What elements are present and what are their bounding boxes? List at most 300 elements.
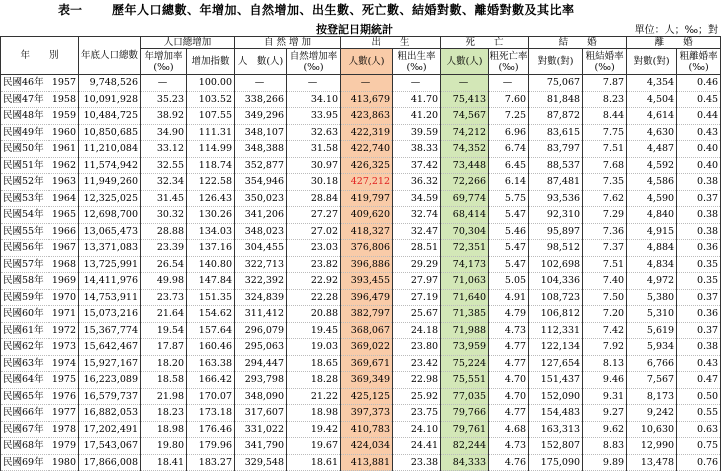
cell-mar-rate: 9.31 <box>583 388 627 405</box>
cell-mar-rate: 9.89 <box>583 454 627 471</box>
cell-total-pop: 13,065,473 <box>79 223 141 240</box>
cell-mar-rate: 8.44 <box>583 108 627 125</box>
cell-year: 1980 <box>49 454 79 471</box>
cell-growth-index: 151.35 <box>187 289 235 306</box>
cell-ni-number: 350,023 <box>235 190 287 207</box>
cell-ni-number: 348,090 <box>235 388 287 405</box>
cell-deaths-rate: 6.96 <box>489 124 529 141</box>
cell-growth-rate: — <box>141 75 187 92</box>
table-row <box>1 75 721 92</box>
cell-div-rate: 0.76 <box>677 454 721 471</box>
cell-ni-number: 341,206 <box>235 207 287 224</box>
cell-deaths-rate: — <box>489 75 529 92</box>
cell-growth-rate: 18.41 <box>141 454 187 471</box>
cell-deaths-number: 69,774 <box>441 190 489 207</box>
cell-births-number: 422,740 <box>341 141 393 158</box>
header-ni-number: 人 數(人) <box>235 49 287 75</box>
cell-ni-rate: 18.61 <box>287 454 341 471</box>
cell-ni-number: 331,022 <box>235 421 287 438</box>
cell-deaths-rate: 4.68 <box>489 421 529 438</box>
cell-div-number: 4,504 <box>627 91 677 108</box>
cell-births-number: 376,806 <box>341 240 393 257</box>
cell-deaths-number: 72,266 <box>441 174 489 191</box>
cell-deaths-rate: 5.46 <box>489 223 529 240</box>
cell-total-pop: 11,210,084 <box>79 141 141 158</box>
table-row <box>1 438 721 455</box>
cell-div-number: 12,990 <box>627 438 677 455</box>
cell-mar-rate: 7.29 <box>583 207 627 224</box>
cell-year: 1974 <box>49 355 79 372</box>
cell-div-number: 10,630 <box>627 421 677 438</box>
cell-total-pop: 14,753,911 <box>79 289 141 306</box>
header-deaths-number: 人數(人) <box>441 49 489 75</box>
cell-div-number: 4,614 <box>627 108 677 125</box>
table-row <box>1 207 721 224</box>
cell-mar-number: 152,807 <box>529 438 583 455</box>
cell-year: 1961 <box>49 141 79 158</box>
cell-mar-number: 92,310 <box>529 207 583 224</box>
cell-deaths-rate: 4.77 <box>489 339 529 356</box>
cell-growth-rate: 31.45 <box>141 190 187 207</box>
cell-ni-rate: — <box>287 75 341 92</box>
cell-mar-number: 98,512 <box>529 240 583 257</box>
cell-row-label: 民國57年 <box>1 256 49 273</box>
cell-births-number: 369,022 <box>341 339 393 356</box>
table-row <box>1 108 721 125</box>
cell-row-label: 民國48年 <box>1 108 49 125</box>
table-row <box>1 174 721 191</box>
cell-growth-rate: 18.58 <box>141 372 187 389</box>
cell-ni-rate: 30.18 <box>287 174 341 191</box>
cell-births-rate: 32.74 <box>393 207 441 224</box>
cell-deaths-number: 72,351 <box>441 240 489 257</box>
cell-row-label: 民國64年 <box>1 372 49 389</box>
cell-deaths-number: 73,959 <box>441 339 489 356</box>
cell-ni-rate: 19.03 <box>287 339 341 356</box>
cell-births-number: 413,679 <box>341 91 393 108</box>
cell-year: 1971 <box>49 306 79 323</box>
cell-mar-rate: 8.83 <box>583 438 627 455</box>
cell-deaths-rate: 4.77 <box>489 355 529 372</box>
cell-year: 1976 <box>49 388 79 405</box>
cell-deaths-rate: 4.77 <box>489 405 529 422</box>
cell-ni-rate: 22.92 <box>287 273 341 290</box>
cell-year: 1959 <box>49 108 79 125</box>
cell-div-number: 4,487 <box>627 141 677 158</box>
cell-total-pop: 15,073,216 <box>79 306 141 323</box>
cell-growth-index: 111.31 <box>187 124 235 141</box>
cell-year: 1969 <box>49 273 79 290</box>
cell-total-pop: 13,371,083 <box>79 240 141 257</box>
cell-growth-rate: 35.23 <box>141 91 187 108</box>
cell-div-rate: 0.43 <box>677 355 721 372</box>
cell-births-number: 424,034 <box>341 438 393 455</box>
cell-div-number: 5,619 <box>627 322 677 339</box>
cell-mar-number: 102,698 <box>529 256 583 273</box>
table-row <box>1 306 721 323</box>
cell-births-number: 427,212 <box>341 174 393 191</box>
cell-growth-index: 130.26 <box>187 207 235 224</box>
cell-div-rate: 0.44 <box>677 108 721 125</box>
cell-row-label: 民國63年 <box>1 355 49 372</box>
cell-row-label: 民國66年 <box>1 405 49 422</box>
cell-mar-number: 127,654 <box>529 355 583 372</box>
unit-note: 單位：人；‰；對 <box>634 25 718 36</box>
cell-year: 1967 <box>49 240 79 257</box>
cell-deaths-number: 74,173 <box>441 256 489 273</box>
cell-births-number: 396,886 <box>341 256 393 273</box>
cell-deaths-rate: 5.75 <box>489 190 529 207</box>
cell-births-number: 397,373 <box>341 405 393 422</box>
cell-year: 1973 <box>49 339 79 356</box>
cell-mar-number: 88,537 <box>529 157 583 174</box>
cell-ni-number: 294,447 <box>235 355 287 372</box>
cell-total-pop: 17,202,491 <box>79 421 141 438</box>
cell-growth-index: 140.80 <box>187 256 235 273</box>
statistics-table-wrapper <box>0 36 720 468</box>
cell-year: 1975 <box>49 372 79 389</box>
cell-mar-number: 152,090 <box>529 388 583 405</box>
cell-row-label: 民國54年 <box>1 207 49 224</box>
cell-growth-index: 103.52 <box>187 91 235 108</box>
cell-total-pop: 10,850,685 <box>79 124 141 141</box>
cell-total-pop: 13,725,991 <box>79 256 141 273</box>
cell-div-rate: 0.38 <box>677 339 721 356</box>
cell-row-label: 民國67年 <box>1 421 49 438</box>
cell-births-number: — <box>341 75 393 92</box>
cell-ni-rate: 27.27 <box>287 207 341 224</box>
cell-div-rate: 0.35 <box>677 256 721 273</box>
cell-year: 1964 <box>49 190 79 207</box>
cell-deaths-rate: 5.47 <box>489 207 529 224</box>
cell-births-rate: 25.67 <box>393 306 441 323</box>
cell-ni-number: 348,107 <box>235 124 287 141</box>
cell-total-pop: 10,091,928 <box>79 91 141 108</box>
cell-mar-rate: 7.20 <box>583 306 627 323</box>
cell-total-pop: 17,866,008 <box>79 454 141 471</box>
cell-ni-number: 311,412 <box>235 306 287 323</box>
cell-div-number: 7,567 <box>627 372 677 389</box>
cell-ni-rate: 18.65 <box>287 355 341 372</box>
table-row <box>1 190 721 207</box>
cell-row-label: 民國58年 <box>1 273 49 290</box>
cell-growth-index: 170.07 <box>187 388 235 405</box>
cell-deaths-number: 79,761 <box>441 421 489 438</box>
cell-row-label: 民國49年 <box>1 124 49 141</box>
cell-ni-number: 349,296 <box>235 108 287 125</box>
cell-mar-rate: 7.62 <box>583 190 627 207</box>
cell-growth-rate: 33.12 <box>141 141 187 158</box>
cell-births-rate: 39.59 <box>393 124 441 141</box>
cell-mar-rate: 7.37 <box>583 240 627 257</box>
cell-row-label: 民國59年 <box>1 289 49 306</box>
cell-births-number: 413,881 <box>341 454 393 471</box>
table-body <box>1 75 721 471</box>
table-row <box>1 91 721 108</box>
cell-total-pop: 16,579,737 <box>79 388 141 405</box>
cell-div-number: 4,840 <box>627 207 677 224</box>
cell-total-pop: 16,223,089 <box>79 372 141 389</box>
cell-div-rate: 0.37 <box>677 190 721 207</box>
cell-growth-index: 183.27 <box>187 454 235 471</box>
table-row <box>1 157 721 174</box>
cell-births-rate: 27.97 <box>393 273 441 290</box>
cell-ni-number: 348,023 <box>235 223 287 240</box>
cell-mar-rate: 7.36 <box>583 223 627 240</box>
cell-ni-rate: 34.10 <box>287 91 341 108</box>
cell-deaths-number: 71,385 <box>441 306 489 323</box>
cell-year: 1978 <box>49 421 79 438</box>
cell-mar-number: 87,481 <box>529 174 583 191</box>
cell-deaths-number: 71,640 <box>441 289 489 306</box>
cell-ni-number: 324,839 <box>235 289 287 306</box>
cell-ni-number: 293,798 <box>235 372 287 389</box>
cell-births-rate: 36.32 <box>393 174 441 191</box>
table-row <box>1 256 721 273</box>
cell-mar-rate: 9.46 <box>583 372 627 389</box>
cell-div-rate: 0.45 <box>677 91 721 108</box>
cell-births-rate: 32.47 <box>393 223 441 240</box>
cell-mar-number: 163,313 <box>529 421 583 438</box>
cell-ni-rate: 27.02 <box>287 223 341 240</box>
cell-deaths-number: 77,035 <box>441 388 489 405</box>
cell-mar-rate: 7.42 <box>583 322 627 339</box>
cell-growth-rate: 23.39 <box>141 240 187 257</box>
cell-growth-index: 134.03 <box>187 223 235 240</box>
cell-deaths-rate: 6.14 <box>489 174 529 191</box>
cell-growth-rate: 21.64 <box>141 306 187 323</box>
cell-year: 1963 <box>49 174 79 191</box>
cell-mar-rate: 7.51 <box>583 141 627 158</box>
header-pop-increase: 人口總增加 <box>141 37 235 49</box>
cell-total-pop: 14,411,976 <box>79 273 141 290</box>
cell-growth-rate: 34.90 <box>141 124 187 141</box>
cell-ni-rate: 23.82 <box>287 256 341 273</box>
cell-div-rate: 0.36 <box>677 240 721 257</box>
cell-mar-number: 106,812 <box>529 306 583 323</box>
cell-ni-number: 348,388 <box>235 141 287 158</box>
header-div-number: 對數(對) <box>627 49 677 75</box>
cell-deaths-number: 71,063 <box>441 273 489 290</box>
table-row <box>1 223 721 240</box>
table-row <box>1 372 721 389</box>
cell-ni-rate: 28.84 <box>287 190 341 207</box>
cell-div-rate: 0.75 <box>677 438 721 455</box>
cell-growth-index: 126.43 <box>187 190 235 207</box>
cell-year: 1972 <box>49 322 79 339</box>
cell-total-pop: 12,698,700 <box>79 207 141 224</box>
cell-births-rate: 34.59 <box>393 190 441 207</box>
cell-mar-rate: 9.27 <box>583 405 627 422</box>
header-deaths-rate: 粗死亡率(‰) <box>489 50 528 73</box>
cell-mar-rate: 7.50 <box>583 289 627 306</box>
cell-year: 1966 <box>49 223 79 240</box>
header-growth-rate: 年增加率(‰) <box>141 49 187 75</box>
cell-growth-index: 179.96 <box>187 438 235 455</box>
cell-ni-rate: 20.88 <box>287 306 341 323</box>
cell-growth-rate: 18.20 <box>141 355 187 372</box>
cell-mar-rate: 7.51 <box>583 256 627 273</box>
cell-births-number: 396,479 <box>341 289 393 306</box>
cell-deaths-number: 74,212 <box>441 124 489 141</box>
cell-births-rate: 23.75 <box>393 405 441 422</box>
cell-year: 1958 <box>49 91 79 108</box>
cell-deaths-number: 75,413 <box>441 91 489 108</box>
cell-div-number: 4,915 <box>627 223 677 240</box>
cell-growth-index: 114.99 <box>187 141 235 158</box>
cell-deaths-rate: 7.60 <box>489 91 529 108</box>
cell-row-label: 民國69年 <box>1 454 49 471</box>
cell-growth-rate: 21.98 <box>141 388 187 405</box>
cell-ni-rate: 22.28 <box>287 289 341 306</box>
cell-row-label: 民國46年 <box>1 75 49 92</box>
cell-row-label: 民國62年 <box>1 339 49 356</box>
cell-div-rate: 0.38 <box>677 207 721 224</box>
cell-deaths-number: 82,244 <box>441 438 489 455</box>
header-natural-increase: 自 然 增 加 <box>235 37 341 49</box>
cell-deaths-rate: 4.73 <box>489 322 529 339</box>
cell-ni-rate: 30.97 <box>287 157 341 174</box>
header-marriages: 結 婚 <box>529 37 627 49</box>
cell-deaths-rate: 4.73 <box>489 438 529 455</box>
header-mar-rate: 粗結婚率(‰) <box>583 49 627 75</box>
cell-growth-index: 100.00 <box>187 75 235 92</box>
cell-total-pop: 10,484,725 <box>79 108 141 125</box>
cell-mar-number: 154,483 <box>529 405 583 422</box>
cell-ni-rate: 23.03 <box>287 240 341 257</box>
cell-div-number: 4,630 <box>627 124 677 141</box>
cell-div-number: 4,884 <box>627 240 677 257</box>
cell-mar-rate: 7.75 <box>583 124 627 141</box>
cell-year: 1957 <box>49 75 79 92</box>
cell-deaths-rate: 6.74 <box>489 141 529 158</box>
table-row <box>1 388 721 405</box>
cell-mar-number: 87,872 <box>529 108 583 125</box>
cell-row-label: 民國53年 <box>1 190 49 207</box>
cell-row-label: 民國60年 <box>1 306 49 323</box>
cell-div-rate: 0.35 <box>677 273 721 290</box>
cell-growth-rate: 18.98 <box>141 421 187 438</box>
cell-growth-rate: 19.80 <box>141 438 187 455</box>
header-mar-number: 對數(對) <box>529 49 583 75</box>
cell-total-pop: 16,882,053 <box>79 405 141 422</box>
header-growth-index: 增加指數 <box>187 49 235 75</box>
cell-mar-rate: 8.13 <box>583 355 627 372</box>
cell-growth-rate: 28.88 <box>141 223 187 240</box>
table-row <box>1 289 721 306</box>
cell-deaths-rate: 6.45 <box>489 157 529 174</box>
cell-deaths-rate: 4.91 <box>489 289 529 306</box>
cell-row-label: 民國50年 <box>1 141 49 158</box>
cell-growth-rate: 23.73 <box>141 289 187 306</box>
table-title-text: 歷年人口總數、年增加、自然增加、出生數、死亡數、結婚對數、離婚對數及其比率 <box>112 3 575 17</box>
cell-mar-number: 83,615 <box>529 124 583 141</box>
cell-ni-number: 338,266 <box>235 91 287 108</box>
cell-births-rate: 23.42 <box>393 355 441 372</box>
cell-mar-number: 83,797 <box>529 141 583 158</box>
cell-div-rate: 0.37 <box>677 322 721 339</box>
cell-births-rate: 28.51 <box>393 240 441 257</box>
table-subtitle <box>0 21 720 35</box>
cell-ni-number: — <box>235 75 287 92</box>
cell-div-rate: 0.37 <box>677 289 721 306</box>
cell-births-rate: 23.38 <box>393 454 441 471</box>
cell-growth-rate: 32.34 <box>141 174 187 191</box>
cell-births-rate: 24.10 <box>393 421 441 438</box>
table-row <box>1 454 721 471</box>
cell-deaths-number: 75,551 <box>441 372 489 389</box>
cell-deaths-number: 74,567 <box>441 108 489 125</box>
cell-growth-index: 173.18 <box>187 405 235 422</box>
cell-births-rate: 24.18 <box>393 322 441 339</box>
cell-births-rate: 41.70 <box>393 91 441 108</box>
cell-mar-rate: 8.23 <box>583 91 627 108</box>
cell-total-pop: 12,325,025 <box>79 190 141 207</box>
cell-mar-rate: 7.35 <box>583 174 627 191</box>
cell-div-rate: 0.55 <box>677 405 721 422</box>
cell-year: 1979 <box>49 438 79 455</box>
cell-growth-index: 157.64 <box>187 322 235 339</box>
cell-mar-number: 75,067 <box>529 75 583 92</box>
cell-births-number: 368,067 <box>341 322 393 339</box>
cell-growth-index: 166.42 <box>187 372 235 389</box>
cell-births-rate: 37.42 <box>393 157 441 174</box>
cell-births-rate: 27.19 <box>393 289 441 306</box>
cell-ni-number: 322,713 <box>235 256 287 273</box>
cell-div-rate: 0.43 <box>677 124 721 141</box>
cell-ni-rate: 31.58 <box>287 141 341 158</box>
cell-ni-number: 317,607 <box>235 405 287 422</box>
cell-div-number: 6,766 <box>627 355 677 372</box>
cell-births-number: 369,349 <box>341 372 393 389</box>
statistics-table <box>0 36 721 471</box>
cell-total-pop: 11,949,260 <box>79 174 141 191</box>
cell-div-number: 4,834 <box>627 256 677 273</box>
cell-div-rate: 0.46 <box>677 75 721 92</box>
cell-growth-rate: 30.32 <box>141 207 187 224</box>
cell-growth-rate: 38.92 <box>141 108 187 125</box>
cell-births-rate: 22.98 <box>393 372 441 389</box>
cell-total-pop: 9,748,526 <box>79 75 141 92</box>
cell-deaths-number: 74,352 <box>441 141 489 158</box>
cell-row-label: 民國52年 <box>1 174 49 191</box>
cell-row-label: 民國47年 <box>1 91 49 108</box>
cell-births-rate: 38.33 <box>393 141 441 158</box>
cell-ni-rate: 32.63 <box>287 124 341 141</box>
cell-mar-number: 122,134 <box>529 339 583 356</box>
cell-div-rate: 0.36 <box>677 306 721 323</box>
cell-ni-number: 341,790 <box>235 438 287 455</box>
cell-births-rate: 24.41 <box>393 438 441 455</box>
cell-div-rate: 0.38 <box>677 174 721 191</box>
table-title <box>0 0 720 17</box>
cell-growth-index: 154.62 <box>187 306 235 323</box>
cell-row-label: 民國51年 <box>1 157 49 174</box>
cell-births-number: 423,863 <box>341 108 393 125</box>
cell-ni-rate: 33.95 <box>287 108 341 125</box>
cell-births-number: 393,455 <box>341 273 393 290</box>
cell-growth-rate: 18.23 <box>141 405 187 422</box>
cell-growth-rate: 32.55 <box>141 157 187 174</box>
cell-mar-number: 93,536 <box>529 190 583 207</box>
cell-div-rate: 0.63 <box>677 421 721 438</box>
cell-div-number: 4,590 <box>627 190 677 207</box>
cell-mar-number: 108,723 <box>529 289 583 306</box>
cell-deaths-number: 79,766 <box>441 405 489 422</box>
cell-mar-number: 81,848 <box>529 91 583 108</box>
cell-mar-rate: 7.87 <box>583 75 627 92</box>
cell-deaths-number: 71,988 <box>441 322 489 339</box>
